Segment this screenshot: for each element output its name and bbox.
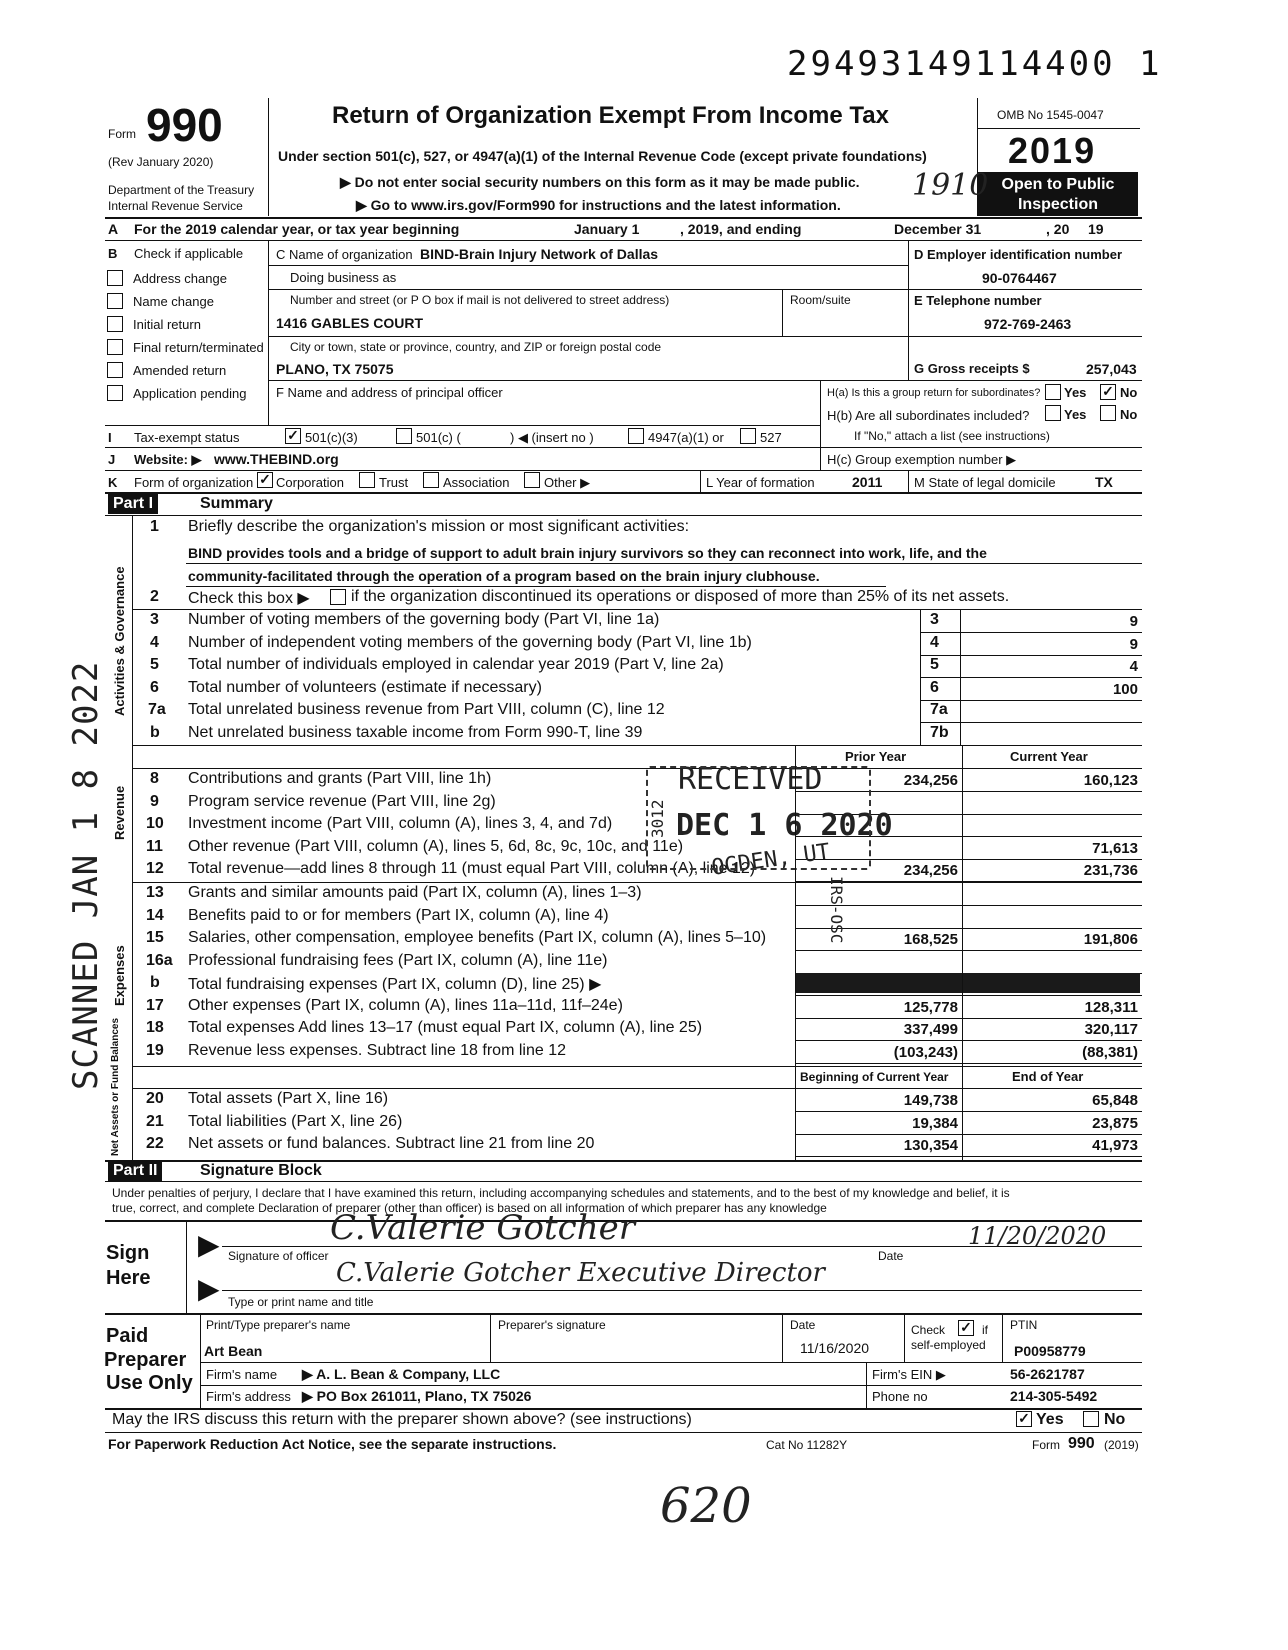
tax-year: 2019 <box>1008 130 1097 171</box>
net-current-value: 41,973 <box>1092 1137 1138 1154</box>
section-b-checkbox[interactable] <box>107 362 123 378</box>
self-employed-label: self-employed <box>911 1338 986 1352</box>
4947-label: 4947(a)(1) or <box>648 430 724 445</box>
exp-line-desc: Other expenses (Part IX, column (A), lines 11a–11d, 11f–24e) <box>188 996 623 1014</box>
rev-current-value: 160,123 <box>1083 772 1138 789</box>
firm-ein-label: Firm's EIN ▶ <box>872 1367 946 1382</box>
section-b-checkbox[interactable] <box>107 339 123 355</box>
ptin-value: P00958779 <box>1014 1343 1086 1359</box>
hb-note: If "No," attach a list (see instructions) <box>854 429 1050 443</box>
firm-ein: 56-2621787 <box>1010 1366 1085 1382</box>
ha-no-checkbox[interactable]: ✓ <box>1100 384 1116 400</box>
section-b-title: Check if applicable <box>134 246 244 261</box>
section-b-label: Initial return <box>133 317 201 332</box>
website-label: Website: ▶ <box>134 452 202 467</box>
501c-insert: ) ◀ (insert no ) <box>510 430 594 445</box>
exp-prior-value: (103,243) <box>893 1043 958 1061</box>
stamp-code: 3012 <box>648 799 667 838</box>
association-checkbox[interactable] <box>423 472 439 488</box>
net-line-number: 21 <box>146 1112 164 1130</box>
exp-row-rule <box>795 1040 1142 1041</box>
firm-address-label: Firm's address <box>206 1389 291 1404</box>
open-to-public: Open to Public <box>1001 176 1115 193</box>
ha-no: No <box>1120 385 1138 400</box>
exp-line-desc: Revenue less expenses. Subtract line 18 from line 12 <box>188 1041 566 1059</box>
exp-line-number: 15 <box>146 929 164 946</box>
check-if: if <box>982 1323 988 1337</box>
gov-row-rule <box>920 632 1142 633</box>
part1-title: Summary <box>200 495 273 512</box>
exp-line-desc: Grants and similar amounts paid (Part IX, column (A), lines 1–3) <box>188 884 642 901</box>
ha-label: H(a) Is this a group return for subordinates? <box>827 387 1041 399</box>
irs-osc-stamp: IRS-OSC <box>827 876 846 944</box>
line2-text: Check this box ▶ <box>188 590 310 607</box>
rev-line-number: 12 <box>146 860 164 877</box>
hb-no: No <box>1120 407 1138 422</box>
use-only-label: Use Only <box>106 1372 193 1394</box>
exp-row-rule <box>795 1063 1142 1064</box>
signature-label: Signature of officer <box>228 1249 329 1263</box>
rev-line-desc: Total revenue—add lines 8 through 11 (must equal Part VIII, column (A), line 12) <box>188 860 756 877</box>
rev-prior-value: 234,256 <box>903 772 958 789</box>
rev-line-desc: Contributions and grants (Part VIII, line 1h) <box>188 770 492 787</box>
street-label: Number and street (or P O box if mail is not delivered to street address) <box>290 293 670 307</box>
prep-date: 11/16/2020 <box>800 1340 870 1356</box>
footer-year: (2019) <box>1104 1438 1139 1452</box>
net-line-number: 20 <box>146 1090 164 1107</box>
dln-number: 29493149114400 1 <box>787 44 1163 84</box>
room-label: Room/suite <box>790 293 851 307</box>
exp-row-rule <box>795 995 1142 996</box>
ogden-stamp: OGDEN, UT <box>710 839 832 881</box>
line1-text: Briefly describe the organization's mission or most significant activities: <box>188 518 690 535</box>
received-stamp: RECEIVED <box>678 762 823 797</box>
col-end-year: End of Year <box>1012 1069 1084 1084</box>
line2-checkbox[interactable] <box>330 589 346 605</box>
net-prior-value: 19,384 <box>912 1114 958 1132</box>
phone-value: 972-769-2463 <box>984 316 1072 332</box>
section-b-checkbox[interactable] <box>107 385 123 401</box>
ein-value: 90-0764467 <box>982 270 1057 286</box>
prep-sig-label: Preparer's signature <box>498 1318 606 1332</box>
org-name: BIND-Brain Injury Network of Dallas <box>420 246 659 262</box>
net-line-desc: Total assets (Part X, line 16) <box>188 1090 389 1107</box>
gov-line-number: b <box>150 723 160 741</box>
exp-current-value: 191,806 <box>1083 931 1138 948</box>
footer-form-label: Form <box>1032 1438 1060 1452</box>
section-b-checkbox[interactable] <box>107 270 123 286</box>
527-checkbox[interactable] <box>740 428 756 444</box>
check-label: Check <box>911 1323 946 1337</box>
exp-line-number: 18 <box>146 1019 164 1036</box>
exp-line-desc: Professional fundraising fees (Part IX, column (A), line 11e) <box>188 951 608 969</box>
part1-tag: Part I <box>108 494 158 514</box>
sign-arrow-icon: ▶ <box>198 1229 220 1260</box>
col-begin-year: Beginning of Current Year <box>800 1070 949 1084</box>
part2-tag: Part II <box>108 1161 162 1181</box>
exp-line-desc: Total expenses Add lines 13–17 (must equal Part IX, column (A), line 25) <box>188 1019 703 1036</box>
rev-line-desc: Other revenue (Part VIII, column (A), lines 5, 6d, 8c, 9c, 10c, and 11e) <box>188 837 684 855</box>
section-b-label: Address change <box>133 271 227 286</box>
shaded-16b <box>795 973 1140 993</box>
street-address: 1416 GABLES COURT <box>276 315 424 331</box>
line-a-tail: , 20 <box>1046 221 1070 237</box>
net-current-value: 65,848 <box>1092 1092 1138 1109</box>
exp-line-desc: Salaries, other compensation, employee benefits (Part IX, column (A), lines 5–10) <box>188 929 767 946</box>
ha-yes-checkbox[interactable] <box>1045 384 1061 400</box>
sign-label: Sign <box>106 1242 150 1264</box>
corporation-checkbox[interactable]: ✓ <box>257 472 273 488</box>
line-j-letter: J <box>108 452 116 467</box>
self-employed-checkbox[interactable]: ✓ <box>958 1320 974 1336</box>
discuss-text: May the IRS discuss this return with the preparer shown above? (see instructions) <box>112 1411 692 1428</box>
firm-phone: 214-305-5492 <box>1010 1388 1098 1404</box>
gov-row-rule <box>920 655 1142 656</box>
officer-name-title: C.Valerie Gotcher Executive Director <box>336 1258 825 1288</box>
gov-row-rule <box>920 677 1142 678</box>
firm-name: ▶ A. L. Bean & Company, LLC <box>302 1366 501 1382</box>
discuss-no: No <box>1104 1411 1126 1428</box>
net-line-number: 22 <box>146 1135 164 1152</box>
line-a-begin: January 1 <box>574 221 640 237</box>
footer-form-number: 990 <box>1068 1435 1095 1452</box>
line2-num: 2 <box>150 588 159 605</box>
form-revision: (Rev January 2020) <box>108 155 214 169</box>
footer-paperwork: For Paperwork Reduction Act Notice, see the separate instructions. <box>108 1436 557 1452</box>
state-domicile-label: M State of legal domicile <box>914 475 1056 490</box>
exp-current-value: 128,311 <box>1084 998 1138 1016</box>
gov-line-desc: Number of voting members of the governing body (Part VI, line 1a) <box>188 611 660 628</box>
state-domicile-value: TX <box>1095 474 1113 490</box>
other-checkbox[interactable] <box>524 472 540 488</box>
firm-phone-label: Phone no <box>872 1389 928 1404</box>
rev-line-number: 11 <box>146 837 163 855</box>
org-name-label: C Name of organization <box>276 247 413 262</box>
exp-row-rule <box>795 950 1142 951</box>
gov-row-rule <box>920 722 1142 723</box>
exp-prior-value: 125,778 <box>903 998 958 1016</box>
gov-line-box: 7b <box>930 723 949 741</box>
line-k-letter: K <box>108 475 118 490</box>
scanned-stamp: SCANNED JAN 1 8 2022 <box>66 660 106 1090</box>
year-formation-label: L Year of formation <box>706 475 815 490</box>
hb-no-checkbox[interactable] <box>1100 405 1116 421</box>
city-label: City or town, state or province, country, and ZIP or foreign postal code <box>290 340 662 354</box>
other-label: Other ▶ <box>544 475 591 490</box>
section-b-label: Final return/terminated <box>133 340 264 355</box>
rev-line-number: 8 <box>150 770 159 787</box>
type-arrow-icon: ▶ <box>198 1273 220 1304</box>
dept-irs: Internal Revenue Service <box>108 199 243 213</box>
gov-line-number: 5 <box>150 656 159 673</box>
501c3-label: 501(c)(3) <box>305 430 358 445</box>
website-value[interactable]: www.THEBIND.org <box>214 451 339 467</box>
net-prior-value: 130,354 <box>903 1137 958 1154</box>
gov-line-number: 3 <box>150 611 159 628</box>
line-a-tail-year: 19 <box>1088 221 1104 237</box>
exp-current-value: 320,117 <box>1084 1021 1138 1038</box>
type-name-label: Type or print name and title <box>228 1295 374 1309</box>
gov-line-box: 3 <box>930 611 939 628</box>
preparer-label: Preparer <box>104 1349 187 1371</box>
exp-line-number: 17 <box>146 996 164 1014</box>
firm-name-label: Firm's name <box>206 1367 278 1382</box>
mission-line2: community-facilitated through the operation of a program based on the brain injury clubhouse. <box>188 568 820 584</box>
discuss-no-checkbox[interactable] <box>1083 1411 1099 1427</box>
exp-line-desc: Total fundraising expenses (Part IX, column (D), line 25) ▶ <box>188 976 602 993</box>
ptin-label: PTIN <box>1010 1318 1038 1332</box>
section-b-label: Name change <box>133 294 214 309</box>
corporation-label: Corporation <box>276 475 344 490</box>
rev-line-desc: Investment income (Part VIII, column (A), lines 3, 4, and 7d) <box>188 815 613 832</box>
discuss-yes: Yes <box>1036 1411 1064 1428</box>
mission-line1: BIND provides tools and a bridge of support to adult brain injury survivors so they can reconnect into work, life, and the <box>188 545 987 561</box>
line2-text-b: if the organization discontinued its operations or disposed of more than 25% of its net assets. <box>351 588 1010 605</box>
principal-officer-label: F Name and address of principal officer <box>276 385 503 400</box>
side-expenses: Expenses <box>112 945 127 1006</box>
net-row-rule <box>795 1156 1142 1157</box>
firm-address: ▶ PO Box 261011, Plano, TX 75026 <box>302 1388 532 1404</box>
rev-line-number: 10 <box>146 815 164 832</box>
line-i-letter: I <box>108 430 112 445</box>
net-row-rule <box>795 1111 1142 1112</box>
side-governance: Activities & Governance <box>112 566 127 716</box>
fin-col-rule-left <box>795 745 796 1160</box>
exp-current-value: (88,381) <box>1082 1043 1138 1061</box>
exp-line-number: 13 <box>146 884 164 901</box>
net-current-value: 23,875 <box>1092 1114 1138 1132</box>
net-row-rule <box>795 1134 1142 1135</box>
section-b-checkbox[interactable] <box>107 293 123 309</box>
received-date-stamp: DEC 1 6 2020 <box>676 808 893 843</box>
col-prior-year: Prior Year <box>845 749 907 764</box>
omb-number: OMB No 1545-0047 <box>997 108 1104 122</box>
part2-title: Signature Block <box>200 1162 322 1179</box>
gov-line-box: 7a <box>930 701 948 718</box>
prep-name-label: Print/Type preparer's name <box>206 1318 351 1332</box>
form-subtitle: Under section 501(c), 527, or 4947(a)(1) of the Internal Revenue Code (except private foundations) <box>278 148 927 164</box>
501c-label: 501(c) ( <box>416 430 461 445</box>
side-revenue: Revenue <box>112 785 127 840</box>
exp-line-number: 19 <box>146 1041 164 1059</box>
gov-row-rule <box>920 700 1142 701</box>
rev-line-desc: Program service revenue (Part VIII, line 2g) <box>188 792 496 810</box>
exp-line-number: 14 <box>146 906 164 924</box>
gov-line-number: 7a <box>148 701 166 718</box>
gross-receipts-value: 257,043 <box>1086 361 1137 377</box>
officer-signature: C.Valerie Gotcher <box>330 1208 635 1248</box>
footer-cat-no: Cat No 11282Y <box>766 1438 848 1452</box>
exp-prior-value: 337,499 <box>903 1021 958 1038</box>
gov-line-desc: Total unrelated business revenue from Part VIII, column (C), line 12 <box>188 701 665 718</box>
dept-treasury: Department of the Treasury <box>108 183 255 197</box>
received-stamp-frame <box>646 766 871 870</box>
net-prior-value: 149,738 <box>903 1092 958 1109</box>
notice-website: ▶ Go to www.irs.gov/Form990 for instructions and the latest information. <box>356 197 841 213</box>
527-label: 527 <box>760 430 782 445</box>
rev-line-number: 9 <box>150 792 159 810</box>
hc-label: H(c) Group exemption number ▶ <box>827 452 1017 467</box>
line-a-letter: A <box>108 221 119 237</box>
paid-label: Paid <box>106 1325 149 1347</box>
gov-line-desc: Total number of individuals employed in calendar year 2019 (Part V, line 2a) <box>188 656 724 673</box>
hb-yes-checkbox[interactable] <box>1045 405 1061 421</box>
exp-line-number: 16a <box>146 951 173 969</box>
gov-line-desc: Number of independent voting members of the governing body (Part VI, line 1b) <box>188 633 752 651</box>
hb-label: H(b) Are all subordinates included? <box>827 408 1030 423</box>
handwritten-620: 620 <box>660 1478 752 1534</box>
exp-row-rule <box>795 1018 1142 1019</box>
gov-line-desc: Total number of volunteers (estimate if necessary) <box>188 678 542 696</box>
gov-line-box: 5 <box>930 656 939 673</box>
form-title: Return of Organization Exempt From Income Tax <box>332 102 889 129</box>
association-label: Association <box>443 475 510 490</box>
form-of-org-label: Form of organization <box>134 475 254 490</box>
gov-line-number: 6 <box>150 678 159 696</box>
perjury-line2: true, correct, and complete Declaration of preparer (other than officer) is based on all information of which preparer has any knowledge <box>112 1201 827 1215</box>
form-number: 990 <box>146 99 223 151</box>
gov-col-rule <box>920 609 921 745</box>
section-b-label: Amended return <box>133 363 227 378</box>
handwritten-1910: 1910 <box>912 168 989 203</box>
inspection: Inspection <box>1017 196 1098 213</box>
section-b-letter: B <box>108 246 118 261</box>
gov-line-number: 4 <box>150 633 159 651</box>
gov-line-box: 6 <box>930 678 939 696</box>
exp-row-rule <box>795 928 1142 929</box>
line-a-mid: , 2019, and ending <box>680 221 802 237</box>
fin-col-rule-mid <box>962 745 963 1160</box>
exp-row-rule <box>795 905 1142 906</box>
section-b-label: Application pending <box>133 386 247 401</box>
date-label: Date <box>878 1249 904 1263</box>
gov-line-desc: Net unrelated business taxable income from Form 990-T, line 39 <box>188 723 643 741</box>
dba-label: Doing business as <box>290 270 397 285</box>
tax-exempt-label: Tax-exempt status <box>134 430 240 445</box>
rev-current-value: 231,736 <box>1083 862 1138 879</box>
here-label: Here <box>106 1267 151 1289</box>
city-state-zip: PLANO, TX 75075 <box>276 361 394 377</box>
year-formation-value: 2011 <box>852 474 883 490</box>
501c3-checkbox[interactable]: ✓ <box>285 428 301 444</box>
phone-label: E Telephone number <box>914 293 1042 308</box>
side-net-assets: Net Assets or Fund Balances <box>110 1017 121 1156</box>
signature-date: 11/20/2020 <box>968 1222 1107 1250</box>
gov-line-value: 9 <box>1129 613 1138 630</box>
line-a-end: December 31 <box>894 221 982 237</box>
501c-checkbox[interactable] <box>396 428 412 444</box>
notice-ssn: ▶ Do not enter social security numbers on this form as it may be made public. <box>340 174 860 190</box>
net-line-desc: Net assets or fund balances. Subtract line 21 from line 20 <box>188 1135 595 1152</box>
gross-receipts-label: G Gross receipts $ <box>914 361 1030 376</box>
hb-yes: Yes <box>1064 407 1087 422</box>
gov-line-value: 100 <box>1112 680 1138 698</box>
trust-label: Trust <box>379 475 409 490</box>
rev-current-value: 71,613 <box>1092 839 1138 857</box>
line1-num: 1 <box>150 518 159 535</box>
line-a-text: For the 2019 calendar year, or tax year beginning <box>134 221 460 237</box>
net-line-desc: Total liabilities (Part X, line 26) <box>188 1112 403 1130</box>
discuss-yes-checkbox[interactable]: ✓ <box>1016 1411 1032 1427</box>
form-label: Form <box>108 127 136 141</box>
trust-checkbox[interactable] <box>359 472 375 488</box>
gov-col-rule <box>960 609 961 745</box>
ein-label: D Employer identification number <box>914 247 1123 262</box>
prep-name: Art Bean <box>204 1343 263 1359</box>
rev-prior-value: 234,256 <box>903 862 958 879</box>
col-current-year: Current Year <box>1010 749 1088 764</box>
exp-line-number: b <box>150 974 160 991</box>
4947-checkbox[interactable] <box>628 428 644 444</box>
gov-line-value: 4 <box>1129 658 1138 675</box>
prep-date-label: Date <box>790 1318 816 1332</box>
gov-line-value: 9 <box>1129 635 1138 653</box>
exp-prior-value: 168,525 <box>903 931 958 948</box>
exp-line-desc: Benefits paid to or for members (Part IX, column (A), line 4) <box>188 906 609 924</box>
section-b-checkbox[interactable] <box>107 316 123 332</box>
gov-line-box: 4 <box>930 633 939 651</box>
ha-yes: Yes <box>1064 385 1087 400</box>
perjury-line1: Under penalties of perjury, I declare that I have examined this return, including accompanying schedules and statements, and to the best of my knowledge and belief, it is <box>112 1186 1010 1200</box>
